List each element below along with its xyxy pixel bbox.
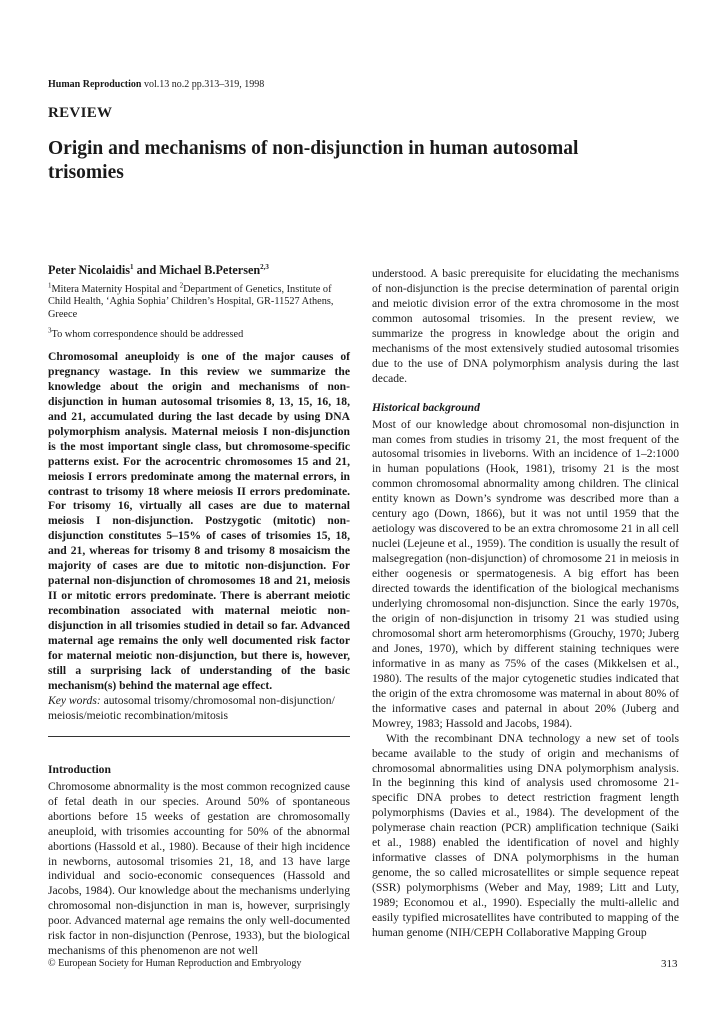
author-2-affiliation-mark: 2,3 <box>260 262 269 271</box>
journal-citation <box>48 79 264 90</box>
correspondence-text: To whom correspondence should be addressed <box>51 329 244 341</box>
historical-background-heading: Historical background <box>372 400 480 414</box>
affiliation-1: Mitera Maternity Hospital and <box>51 283 180 295</box>
author-1: Peter Nicolaidis <box>48 263 131 277</box>
right-column <box>372 267 679 941</box>
page-number: 313 <box>661 958 678 970</box>
introduction-continued-paragraph: understood. A basic prerequisite for elucidating the mechanisms of non-disjunction is the precise determination of parental origin and meiotic division error of the extra chromosome in the most common autosomal trisomies. In the present review, we summarize the progress in knowledge about the origin and mechanisms of the most extensively studied autosomal trisomies due to the use of DNA polymorphism analysis during the last decade. <box>372 267 679 385</box>
affiliation-mark-1: 1 <box>48 281 52 290</box>
author-2: Michael B.Petersen <box>159 263 261 277</box>
keywords <box>48 694 350 724</box>
abstract: Chromosomal aneuploidy is one of the major causes of pregnancy wastage. In this review we summarize the knowledge about the origin and mechanisms of non-disjunction in human autosomal trisomies 8, 13, 15, 16, 18, and 21, accumulated during the last decade by using DNA polymorphism analysis. Maternal meiosis I non-disjunction is the most important single class, but chromosome-specific patterns exist. For the acrocentric chromosomes 15 and 21, meiosis I errors predominate among the maternal errors, in contrast to trisomy 18 where meiosis II errors predominate. For trisomy 16, virtually all cases are due to maternal meiosis I non-disjunction. Postzygotic (mitotic) non-disjunction constitutes 5–15% of cases of trisomies 15, 18, and 21, whereas for trisomy 8 and trisomy 8 mosaicism the majority of cases are due to mitotic non-disjunction. For paternal non-disjunction of chromosomes 18 and 21, meiosis II or mitotic errors predominate. There is aberrant meiotic recombination associated with maternal meiotic non-disjunction in all trisomies studied in detail so far. Advanced maternal age remains the only well documented risk factor for maternal meiotic non-disjunction, but there is, however, still a surprising lack of understanding of the basic mechanism(s) behind the maternal age effect. <box>48 349 350 692</box>
section-label: REVIEW <box>48 105 113 121</box>
historical-paragraph-1: Most of our knowledge about chromosomal non-disjunction in man comes from studies in trisomy 21, the most frequent of the autosomal trisomies in liveborns. With an incidence of 1–2:1000 in human populations (Hook, 1981), trisomy 21 is the most common chromosomal abnormality among children. The clinical entity known as Down’s syndrome was described more than a century ago (Down, 1866), but it was not until 1959 that the aetiology was discovered to be an extra chromosome 21 in all cell nuclei (Lejeune et al., 1959). The condition is usually the result of malsegregation (non-disjunction) of chromosome 21 in meiosis in either oogenesis or spermatogenesis. A big effort has been directed towards the identification of the biological mechanisms underlying chromosomal non-disjunction. Since the early 1970s, the origin of non-disjunction in trisomy 21 was studied using chromosomal short arm heteromorphisms (Grouchy, 1970; Juberg and Jones, 1970), which by different staining techniques were informative in as many as 75% of the cases (Mikkelsen et al., 1980). The results of the major cytogenetic studies indicated that the origin of the extra chromosome was maternal in about 80% of the informative cases and paternal in about 20% (Juberg and Mowrey, 1983; Hassold and Jacobs, 1984). <box>372 417 679 730</box>
affiliation-2: Department of Genetics, Institute of Child Health, ‘Aghia Sophia’ Children’s Hospital, GR-11527 Athens, Greece <box>48 283 334 320</box>
keywords-text: autosomal trisomy/chromosomal non-disjunction/ meiosis/meiotic recombination/mitosis <box>48 693 335 722</box>
introduction-heading: Introduction <box>48 762 111 776</box>
correspondence-mark: 3 <box>48 327 52 336</box>
correspondence-note <box>48 329 350 342</box>
copyright-footer: © European Society for Human Reproduction and Embryology <box>48 958 302 969</box>
author-line <box>48 263 350 278</box>
introduction-paragraph: Chromosome abnormality is the most common recognized cause of fetal death in our species. Around 50% of spontaneous abortions before 15 weeks of gestation are chromosomally aneuploid, with trisomies accounting for 50% of the abnormal abortions (Hassold et al., 1980). Because of their high incidence in newborns, autosomal trisomies 21, 18, and 13 have large individual and socio-economic consequences (Hassold and Jacobs, 1984). Our knowledge about the mechanisms underlying chromosomal non-disjunction in man is, however, surprisingly poor. Advanced maternal age remains the only well-documented risk factor in non-disjunction (Penrose, 1933), but the biological mechanisms of this phenomenon are not well <box>48 779 350 958</box>
author-conjunction: and <box>133 263 160 277</box>
author-1-affiliation-mark: 1 <box>130 262 134 271</box>
journal-volume: vol.13 no.2 pp.313–319, 1998 <box>143 79 265 90</box>
keywords-label: Key words: <box>48 693 101 707</box>
affiliations <box>48 281 350 322</box>
historical-paragraph-2: With the recombinant DNA technology a new set of tools became available to the study of origin and mechanisms of chromosomal abnormalities using DNA polymorphism analysis. In the beginning this kind of analysis used chromosome 21-specific DNA probes to detect restriction fragment length polymorphisms (Davies et al., 1984). The development of the polymerase chain reaction (PCR) amplification technique (Saiki et al., 1988) enabled the identification of novel and highly informative classes of DNA polymorphisms in the human genome, the so called microsatellites or simple sequence repeat (SSR) polymorphisms (Weber and May, 1989; Litt and Luty, 1989; Economou et al., 1990). Especially the multi-allelic and easily typified microsatellites have contributed to mapping of the human genome (NIH/CEPH Collaborative Mapping Group <box>372 731 679 939</box>
abstract-divider <box>48 736 350 737</box>
affiliation-mark-2: 2 <box>179 281 184 290</box>
journal-name: Human Reproduction <box>48 79 142 90</box>
article-title: Origin and mechanisms of non-disjunction in human autosomal trisomies <box>48 138 579 183</box>
left-column <box>48 263 350 959</box>
